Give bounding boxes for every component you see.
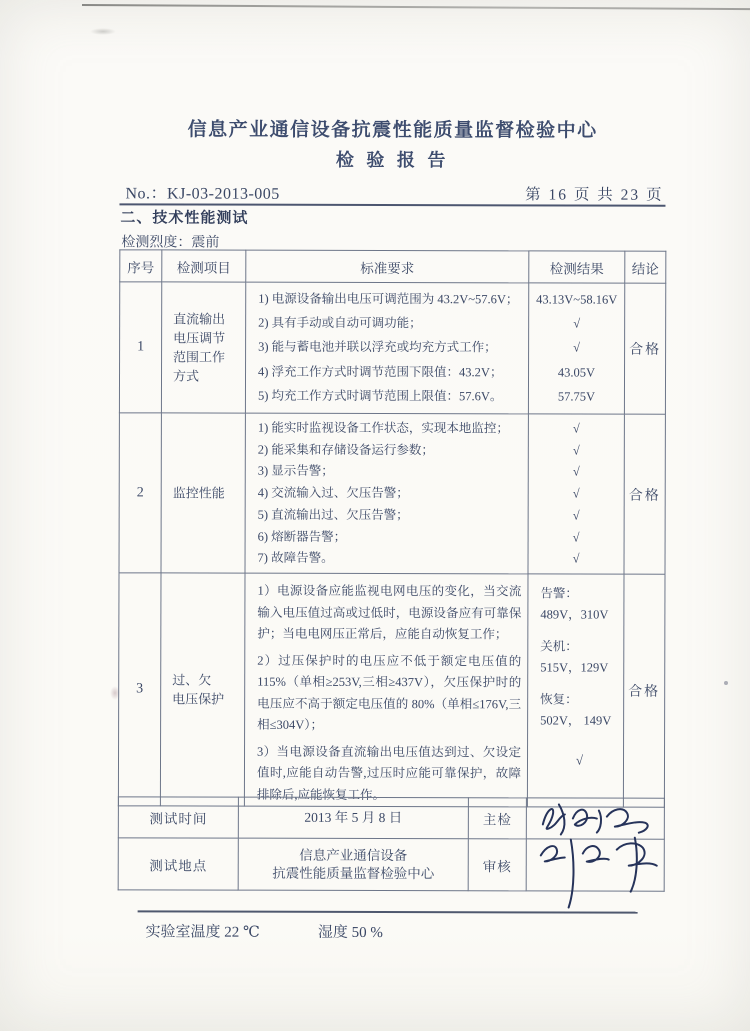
org-title: 信息产业通信设备抗震性能质量监督检验中心 [187,119,598,142]
reviewer-label: 审核 [468,839,526,891]
row3-conclusion: 合格 [623,574,665,807]
result-group-shutdown: 关机： 515V，129V [540,639,609,675]
results-table [118,249,666,807]
row1-conclusion: 合格 [624,283,665,414]
row2-conclusion: 合格 [624,414,665,574]
test-time-value: 2013 年 5 月 8 日 [238,797,468,839]
signoff-table [118,796,665,891]
row2-results: √ √ √ √ √ √ √ [528,414,624,574]
row1-item: 直流输出 电压调节 范围工作 方式 [161,282,245,413]
test-place-row [118,838,664,891]
signature-ink-reviewer [531,827,671,917]
row1-results: 43.13V~58.16V √ √ 43.05V 57.75V [528,283,624,414]
row2-index: 2 [119,413,161,573]
col-header-result: 检测结果 [529,251,625,283]
row3-results [527,574,624,807]
row2-item: 监控性能 [161,413,245,573]
report-number: No.：KJ-03-2013-005 [125,185,280,203]
scan-smudge [90,28,116,35]
table-row [119,413,665,574]
col-header-requirement: 标准要求 [246,250,529,283]
test-time-label: 测试时间 [118,797,238,838]
row1-requirements: 1) 电源设备输出电压可调范围为 43.2V~57.6V； 2) 具有手动或自动可调功能； 3) 能与蓄电池并联以浮充或均充方式工作； 4) 浮充工作方式时调节范围下限值：43.2V； 5) 均充工作方式时调节范围上限值：57.6V。 [245,282,528,414]
table-row [119,282,665,414]
section-title: 二、技术性能测试 [120,210,249,227]
col-header-conclusion: 结论 [625,251,666,283]
row2-requirements: 1) 能实时监视设备工作状态，实现本地监控； 2) 能采集和存储设备运行参数； 3) 显示告警； 4) 交流输入过、欠压告警； 5) 直流输出过、欠压告警； 6) 熔断器告警； 7) 故障告警。 [245,413,528,574]
row1-index: 1 [119,282,161,413]
intensity-note: 检测烈度：震前 [121,235,220,251]
col-header-index: 序号 [120,250,162,282]
row3-item: 过、欠 电压保护 [160,573,245,806]
reviewer-signature [526,839,664,891]
lab-humidity: 湿度 50 % [317,924,383,942]
col-header-item: 检测项目 [162,250,246,282]
row3-requirements: 1）电源设备应能监视电网电压的变化，当交流输入电压值过高或过低时，电源设备应有可靠保护；当电电网压正常后，应能自动恢复工作； 2）过压保护时的电压应不低于额定电压值的 115%（单相≥253V,三相≥437V），欠压保护时的电压应不高于额定电压值的 80%（单相≤176V,三相≤304V）； 3）当电源设备直流输出电压值达到过、欠设定值时,应能自动告警,过压时应能可靠保护，故障排除后,应能恢复工作。 [244,573,528,807]
result-group-alarm: 告警： 489V，310V [540,586,609,622]
table-row [118,573,665,807]
report-title: 检 验 报 告 [335,149,450,171]
test-place-value: 信息产业通信设备 抗震性能质量监督检验中心 [238,838,468,891]
row3-index: 3 [118,573,161,806]
report-meta-row [119,180,665,206]
chief-inspector-label: 主检 [468,798,526,839]
table-header-row [120,250,666,283]
result-group-recovery: 恢复： 502V， 149V [540,692,612,728]
lab-temperature: 实验室温度 22 ℃ [145,924,260,941]
result-checkmark: √ [575,752,584,768]
page-indicator: 第 16 页 共 23 页 [525,186,664,204]
scan-speck [724,681,728,685]
test-place-label: 测试地点 [118,838,238,890]
lab-conditions [146,920,383,942]
